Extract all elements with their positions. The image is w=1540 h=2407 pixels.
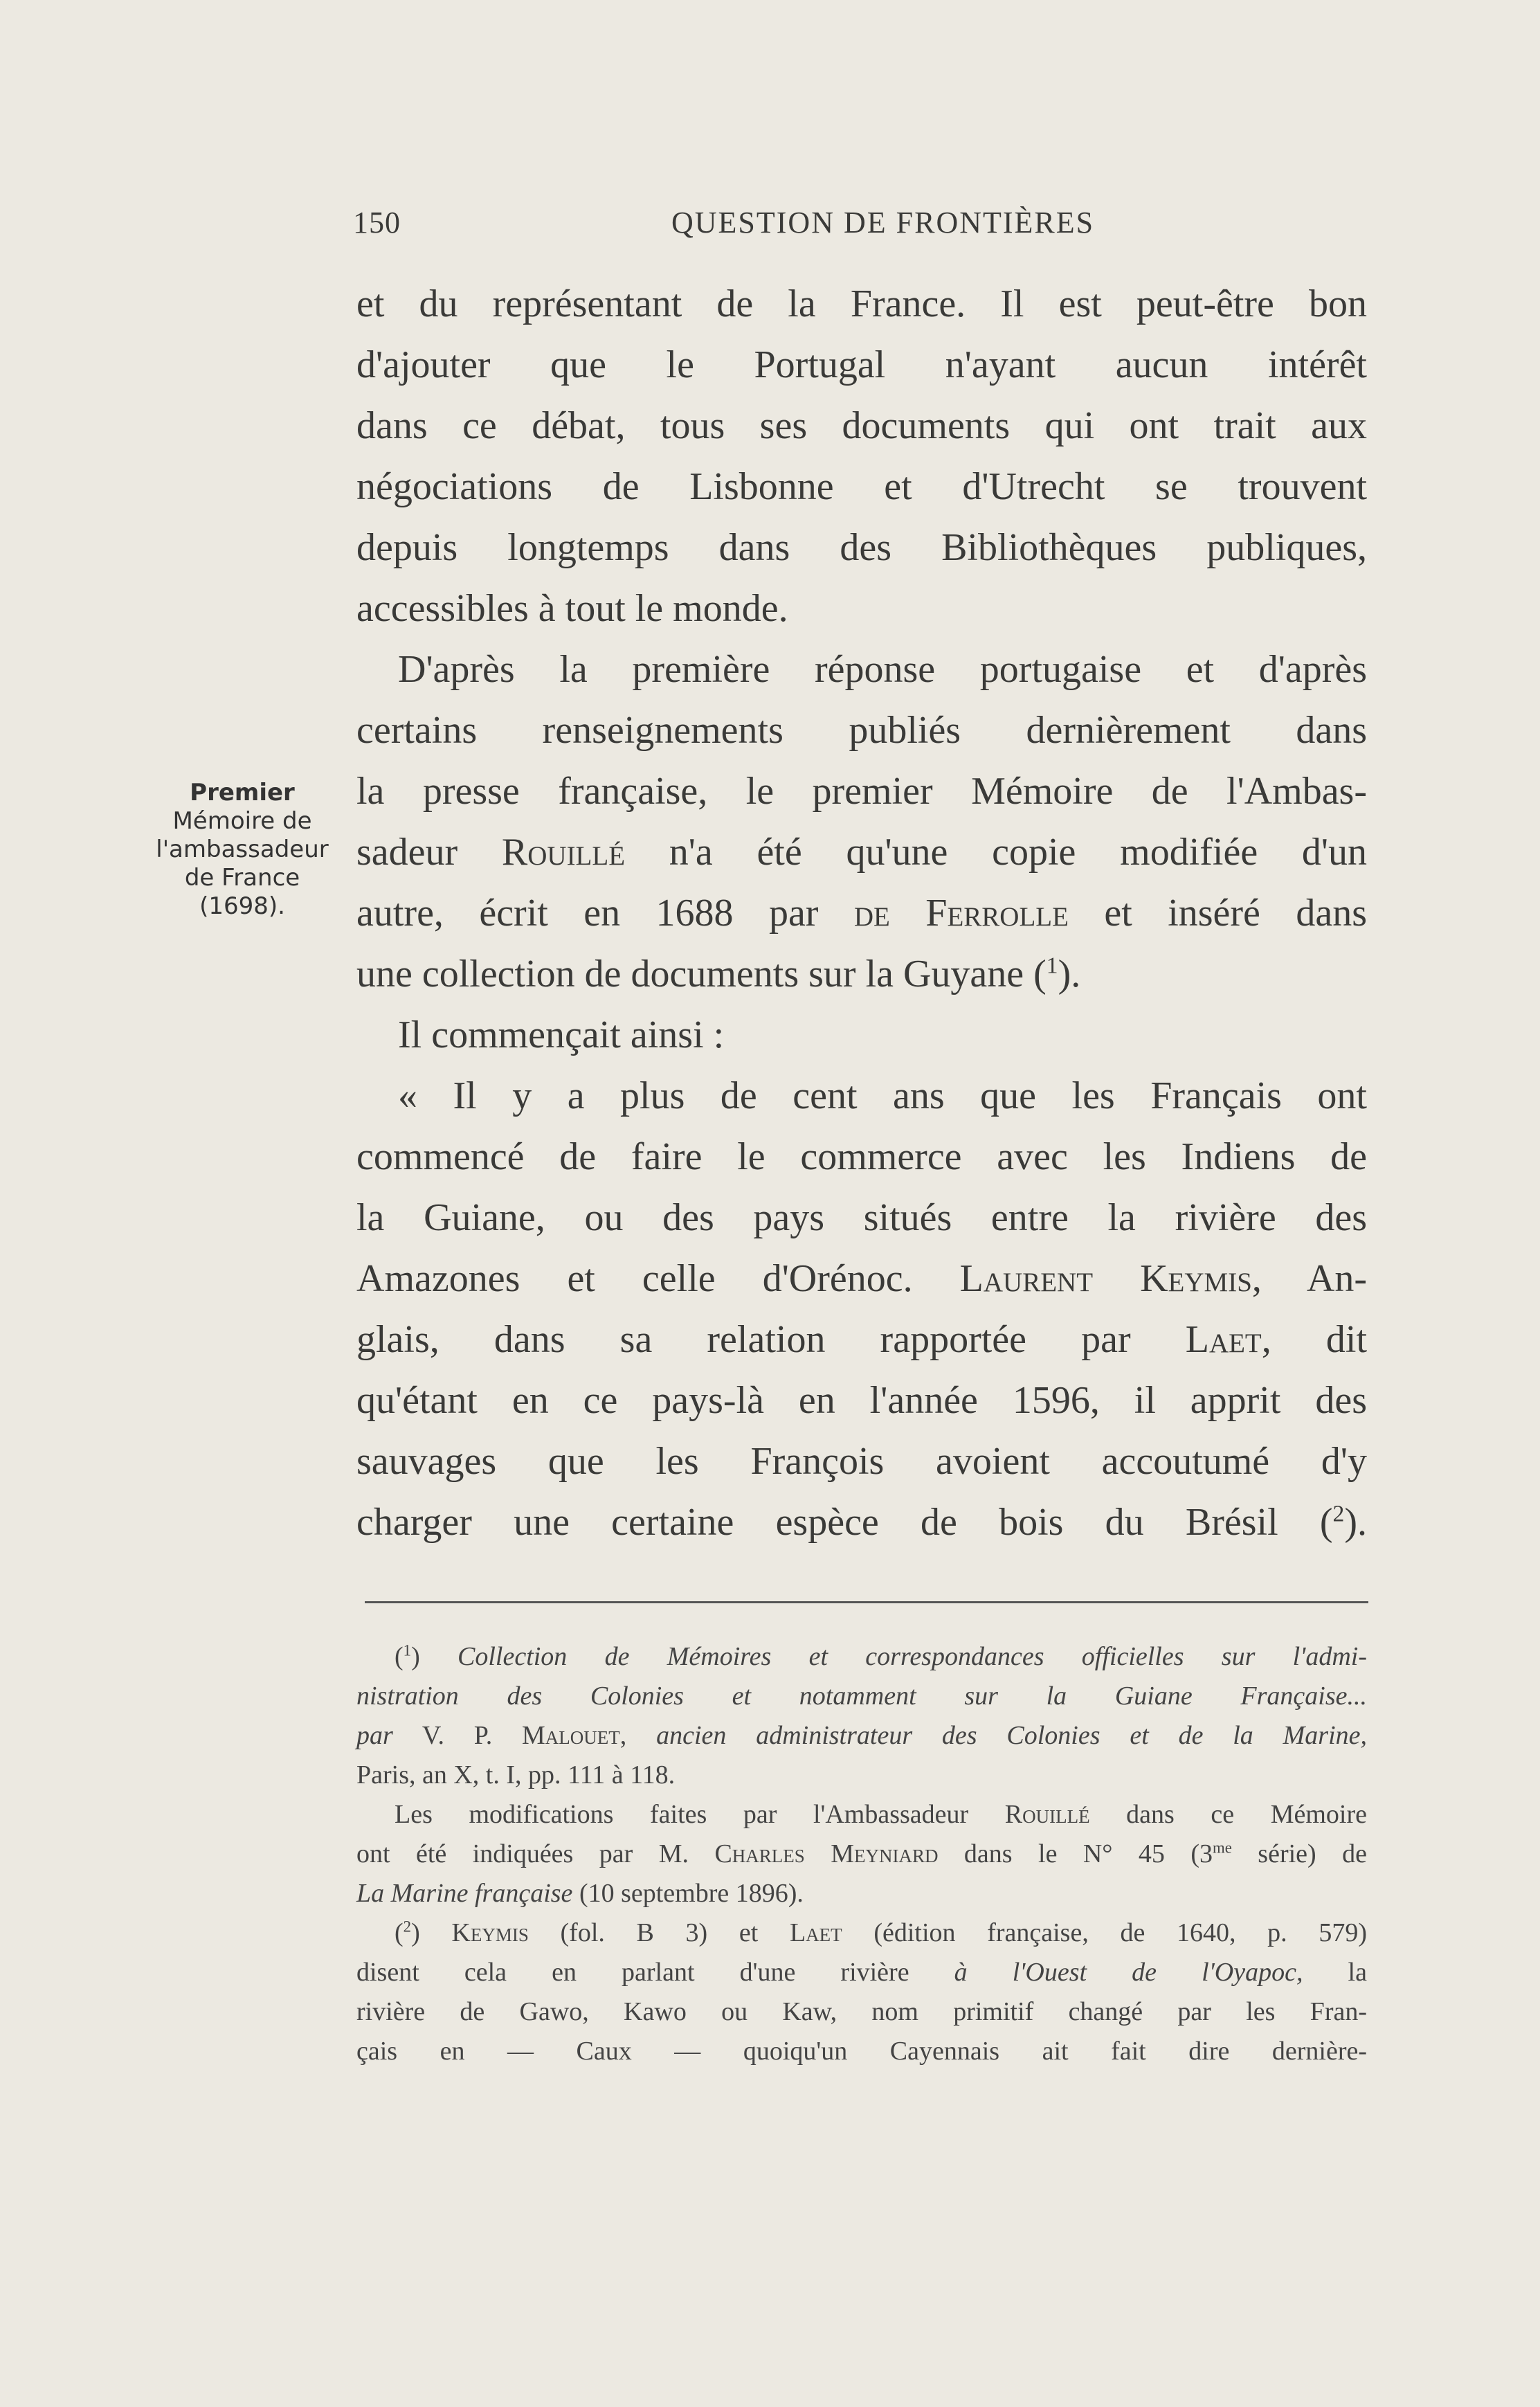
text-run: la [1303, 1958, 1367, 1987]
page-number: 150 [353, 206, 401, 240]
text-line: « Il y a plus de cent ans que les Français ont [398, 1074, 1367, 1117]
footnote-line: Paris, an X, t. I, pp. 111 à 118. [356, 1760, 676, 1790]
text-run: autre, écrit en 1688 par [356, 892, 854, 935]
text-run: dans le N° 45 (3 [938, 1839, 1213, 1868]
text-line: d'ajouter que le Portugal n'ayant aucun intérêt [356, 343, 1367, 386]
text-run: ). [1344, 1501, 1367, 1544]
footnote-rule [365, 1601, 1368, 1603]
text-run: (10 septembre 1896). [572, 1879, 804, 1908]
text-run: Les modifications faites par l'Ambassadeur [395, 1800, 1005, 1829]
text-line [356, 822, 1367, 883]
text-run: disent cela en parlant d'une rivière [356, 1958, 954, 1987]
text-run: par [356, 1721, 393, 1750]
text-line: Il commençait ainsi : [398, 1013, 725, 1056]
person-name: Laet [789, 1918, 842, 1947]
footnote-line [356, 1953, 1367, 1992]
margin-note-line: Mémoire de [172, 807, 312, 835]
footnote-line [356, 1795, 1367, 1834]
person-name: V. P. Malouet, [392, 1721, 657, 1750]
footnote-ref: 1 [1046, 953, 1058, 979]
text-run: La Marine française [356, 1879, 573, 1908]
person-name: Charles Meyniard [714, 1839, 939, 1868]
text-run: (fol. B 3) et [528, 1918, 790, 1947]
text-run: sadeur [356, 831, 502, 874]
footnote-line: rivière de Gawo, Kawo ou Kaw, nom primitif changé par les Fran- [356, 1997, 1367, 2026]
person-name: Laurent Keymis [959, 1257, 1252, 1300]
text-line [356, 1309, 1367, 1370]
running-title: QUESTION DE FRONTIÈRES [671, 206, 1095, 240]
text-run: Collection de Mémoires et correspondances officielles sur l'admi- [458, 1642, 1367, 1671]
text-line: et du représentant de la France. Il est peut-être bon [356, 282, 1367, 325]
text-run: , An- [1251, 1257, 1367, 1300]
footnote-line: ($^2$) Keymis (fol. B 3) et Laet (édition française, de 1640, p. 579) [395, 1918, 1367, 1947]
text-run: série) de [1231, 1839, 1367, 1868]
person-name: Laet [1185, 1318, 1262, 1361]
running-head [346, 205, 1370, 246]
footnote-line [356, 1716, 1367, 1756]
text-line: accessibles à tout le monde. [356, 587, 788, 630]
text-line: commencé de faire le commerce avec les Indiens de [356, 1135, 1367, 1178]
text-line: D'après la première réponse portugaise et d'après [398, 648, 1367, 691]
text-run: à l'Ouest de l'Oyapoc, [954, 1958, 1303, 1987]
margin-note-line: (1698). [199, 892, 285, 920]
text-run: nistration des Colonies et notamment sur la Guiane Française... [356, 1682, 1367, 1711]
margin-note-line: Premier [190, 779, 295, 806]
text-run: Amazones et celle d'Orénoc. [356, 1257, 960, 1300]
person-name: Keymis [451, 1918, 529, 1947]
text-line [356, 944, 1367, 1004]
text-run: n'a été qu'une copie modifiée d'un [625, 831, 1367, 874]
footnote-line: çais en — Caux — quoiqu'un Cayennais ait fait dire dernière- [356, 2037, 1367, 2066]
text-line: la Guiane, ou des pays situés entre la rivière des [356, 1196, 1367, 1239]
footnotes [356, 1637, 1367, 2071]
text-line [356, 1248, 1367, 1309]
text-line: qu'étant en ce pays-là en l'année 1596, il apprit des [356, 1379, 1367, 1422]
text-run: et inséré dans [1068, 892, 1367, 935]
text-line: négociations de Lisbonne et d'Utrecht se trouvent [356, 465, 1367, 508]
text-line: dans ce débat, tous ses documents qui ont trait aux [356, 404, 1367, 447]
text-line: sauvages que les François avoient accoutumé d'y [356, 1440, 1367, 1483]
footnote-line [356, 1834, 1367, 1874]
text-run: , dit [1261, 1318, 1367, 1361]
text-run: ancien administrateur des Colonies et de la Marine, [656, 1721, 1367, 1750]
margin-note-line: de France [184, 864, 300, 892]
footnote-mark: 1 [403, 1641, 412, 1659]
text-run: (édition française, de 1640, p. 579) [842, 1918, 1367, 1947]
text-run: charger une certaine espèce de bois du Brésil ( [356, 1501, 1333, 1544]
footnote-line [356, 1874, 1367, 1913]
text-line: depuis longtemps dans des Bibliothèques publiques, [356, 526, 1367, 569]
text-run: glais, dans sa relation rapportée par [356, 1318, 1186, 1361]
text-run: une collection de documents sur la Guyane ( [356, 953, 1047, 995]
text-line [356, 883, 1367, 944]
margin-note-line: l'ambassadeur [156, 836, 329, 863]
footnote-line [356, 1677, 1367, 1716]
person-name: Rouillé [501, 831, 626, 874]
person-name: de Ferrolle [853, 892, 1069, 935]
text-run: ). [1058, 953, 1081, 995]
text-run: ont été indiquées par M. [356, 1839, 715, 1868]
text-line [356, 1492, 1367, 1553]
text-run: dans ce Mémoire [1089, 1800, 1367, 1829]
footnote-ref: 2 [1332, 1501, 1345, 1527]
person-name: Rouillé [1004, 1800, 1090, 1829]
margin-note [149, 779, 336, 921]
footnote-mark: 2 [403, 1918, 412, 1936]
superscript: me [1213, 1839, 1232, 1857]
footnote-line: ($^1$) Collection de Mémoires et correspondances officielles sur l'admi- [395, 1641, 1367, 1671]
text-line: certains renseignements publiés dernièrement dans [356, 709, 1367, 752]
body-text [356, 273, 1367, 1553]
text-line: la presse française, le premier Mémoire de l'Ambas- [356, 770, 1367, 813]
